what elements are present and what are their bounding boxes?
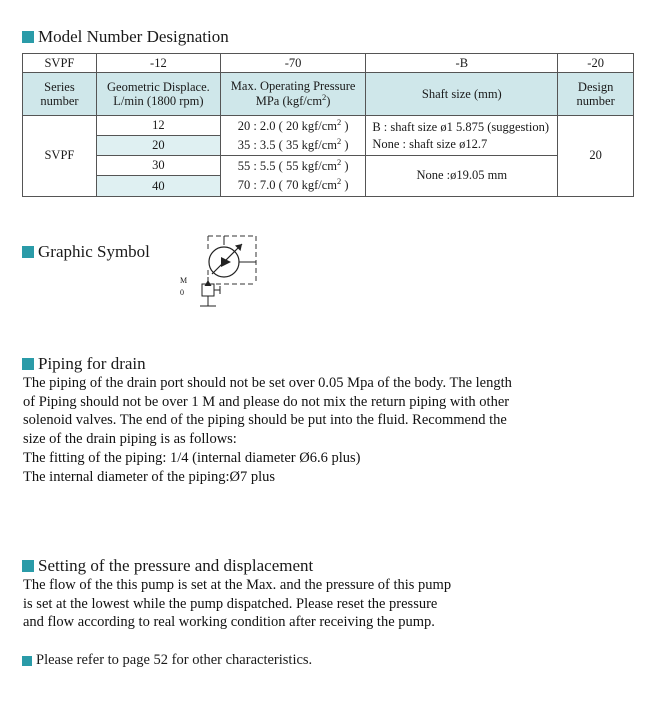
cell-pressure-group-2 [220,156,365,196]
square-bullet-icon [22,358,34,370]
cell-code-series: SVPF [23,54,97,73]
cell-code-displacement: -12 [96,54,220,73]
pressure-70-sup: 2 [336,175,342,186]
pressure-35-tail: ) [341,137,349,152]
cell-design-number-value: 20 [558,116,634,197]
shaft-line-none: None : shaft size ø12.7 [372,136,488,151]
square-bullet-icon [22,31,34,43]
cell-pressure-group-1 [220,116,365,156]
header-series-line2: number [40,94,79,108]
pressure-35-text: 35 : 3.5 ( 35 kgf/cm [237,137,337,152]
square-bullet-icon [22,560,34,572]
square-bullet-icon [22,246,34,258]
section-title-text: Setting of the pressure and displacement [38,556,314,575]
pressure-line-70 [224,176,362,195]
cell-code-pressure: -70 [220,54,365,73]
section-heading-piping [22,355,146,374]
note-text: Please refer to page 52 for other characteristics. [36,652,313,668]
pressure-20-text: 20 : 2.0 ( 20 kgf/cm [237,119,337,134]
square-bullet-icon [22,656,32,666]
header-pressure-sup: 2 [322,92,327,103]
pump-symbol-svg [186,232,270,318]
cell-displacement-12: 12 [96,116,220,136]
symbol-label-0: 0 [180,288,184,297]
pressure-55-tail: ) [341,159,349,174]
table-row-headers [23,73,634,116]
cell-shaft-size-group-2: None :ø19.05 mm [366,156,558,196]
pressure-70-tail: ) [341,178,349,193]
header-pressure-line2a: MPa (kgf/cm [255,94,323,109]
cell-shaft-size-group-1 [366,116,558,156]
section-title-text: Model Number Designation [38,27,229,46]
pressure-line-35 [224,136,362,155]
header-series-line1: Series [44,79,75,94]
cell-displacement-30: 30 [96,156,220,176]
table-row-codes [23,54,634,73]
header-displacement-line1: Geometric Displace. [107,79,210,94]
section-heading-note [22,653,312,669]
pressure-20-sup: 2 [336,117,342,127]
section-heading-model-number [22,28,229,47]
pressure-20-tail: ) [341,119,349,134]
header-design-number [558,73,634,116]
pressure-55-sup: 2 [336,157,342,168]
section-title-text: Piping for drain [38,354,146,373]
hydraulic-pump-symbol-diagram [180,232,270,318]
piping-internal-diameter-line: The internal diameter of the piping:Ø7 plus [23,468,276,485]
section-title-text: Graphic Symbol [38,242,150,261]
symbol-label-m: M [180,276,188,285]
cell-series-value: SVPF [23,116,97,197]
section-heading-setting [22,557,313,576]
header-pressure-line1: Max. Operating Pressure [230,79,356,94]
header-design-line1: Design [577,79,614,94]
pressure-70-text: 70 : 7.0 ( 70 kgf/cm [237,178,337,193]
pressure-line-20 [224,117,362,136]
model-number-table [22,53,634,197]
table-row [23,116,634,136]
header-series-number [23,73,97,116]
pressure-35-sup: 2 [336,135,342,146]
section-heading-graphic-symbol [22,243,150,262]
header-pressure-line2b: ) [326,94,331,109]
header-shaft-size: Shaft size (mm) [366,73,558,116]
pressure-line-55 [224,157,362,176]
cell-code-shaft: -B [366,54,558,73]
piping-paragraph: The piping of the drain port should not be set over 0.05 Mpa of the body. The length of Piping should not be over 1 M and please do not mix the return piping with other solenoid valves. The end of the piping should be put into the fluid. Recommend the size of the drain piping is as follows: [23,375,512,448]
piping-body-text [23,374,523,486]
cell-displacement-40: 40 [96,176,220,196]
table-row [23,156,634,176]
header-displacement-line2: L/min (1800 rpm) [113,94,204,108]
shaft-line-b: B : shaft size ø1 5.875 (suggestion) [372,119,550,134]
piping-fitting-line: The fitting of the piping: 1/4 (internal diameter Ø6.6 plus) [23,449,361,466]
cell-code-design: -20 [558,54,634,73]
setting-body-text: The flow of the this pump is set at the Max. and the pressure of this pump is set at the lowest while the pump dispatched. Please reset the pressure and flow according to real working condition after receiving the pump. [23,577,452,631]
pressure-55-text: 55 : 5.5 ( 55 kgf/cm [237,159,337,174]
header-max-operating-pressure [220,73,365,116]
header-geometric-displacement [96,73,220,116]
header-design-line2: number [576,94,615,108]
cell-displacement-20: 20 [96,136,220,156]
model-number-table-wrapper [22,53,634,197]
